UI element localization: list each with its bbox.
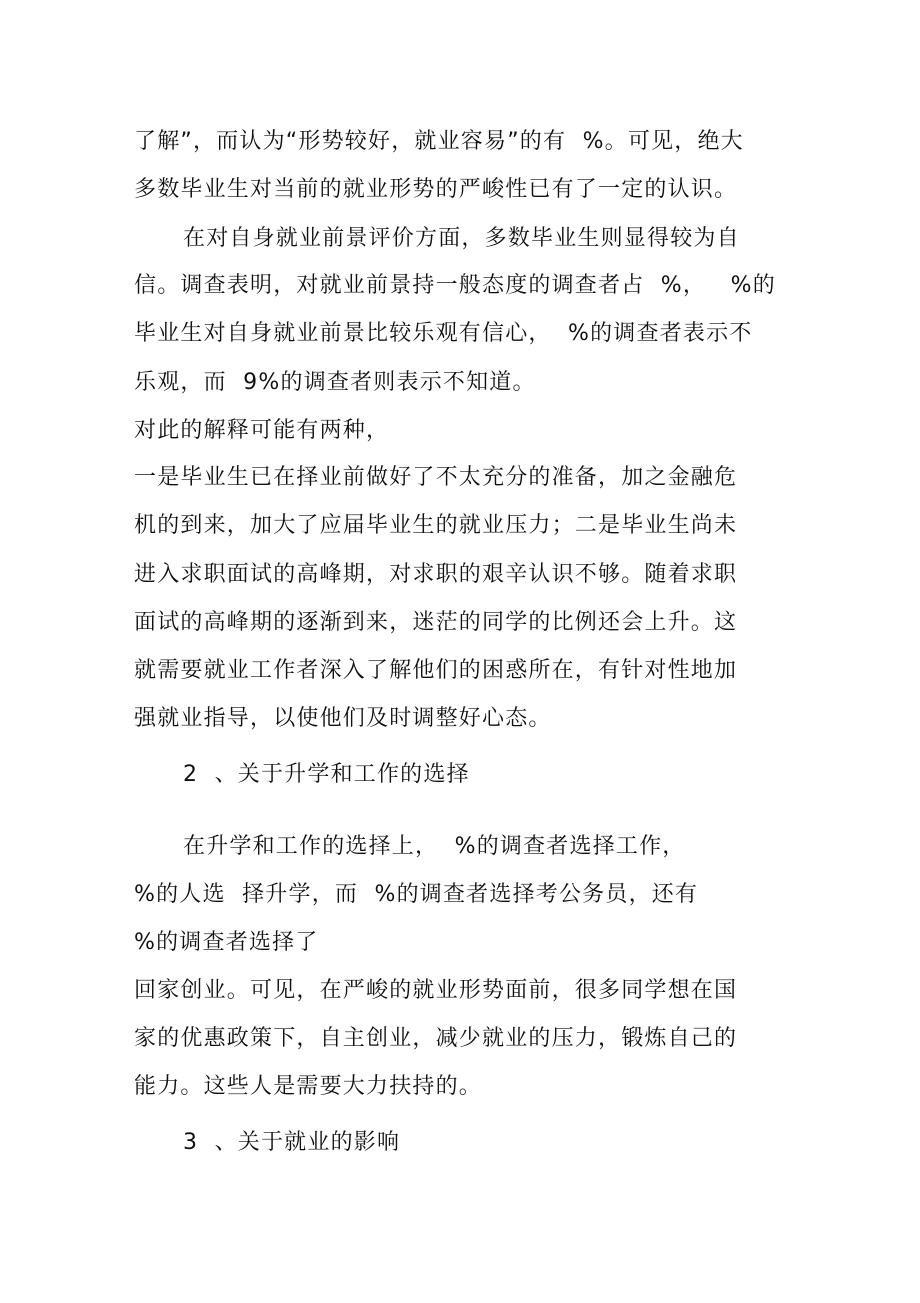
paragraph-first-line: 在对自身就业前景评价方面，多数毕业生则显得较为自	[183, 226, 740, 251]
paragraph-first-line: 在升学和工作的选择上， %的调查者选择工作，	[183, 834, 686, 859]
text-line: %的调查者选择了	[134, 930, 319, 955]
text-line: 一是毕业生已在择业前做好了不太充分的准备，加之金融危	[134, 465, 738, 490]
text-line: 毕业生对自身就业前景比较乐观有信心， %的调查者表示不	[134, 321, 753, 346]
text-line: 乐观，而 9%的调查者则表示不知道。	[134, 370, 536, 395]
text-line: 机的到来，加大了应届毕业生的就业压力；二是毕业生尚未	[134, 513, 738, 538]
section-heading: 2 、关于升学和工作的选择	[183, 762, 470, 787]
text-line: %的人选 择升学，而 %的调查者选择考公务员，还有	[134, 882, 699, 907]
text-line: 回家创业。可见，在严峻的就业形势面前，很多同学想在国	[134, 978, 738, 1003]
text-line: 面试的高峰期的逐渐到来，迷茫的同学的比例还会上升。这	[134, 610, 738, 635]
text-line: 多数毕业生对当前的就业形势的严峻性已有了一定的认识。	[134, 177, 738, 202]
text-line: 对此的解释可能有两种，	[134, 418, 390, 443]
text-line: 进入求职面试的高峰期，对求职的艰辛认识不够。随着求职	[134, 562, 738, 587]
text-line: 家的优惠政策下，自主创业，减少就业的压力，锻炼自己的	[134, 1026, 738, 1051]
text-line: 能力。这些人是需要大力扶持的。	[134, 1074, 483, 1099]
text-line: 信。调查表明，对就业前景持一般态度的调查者占 %， %的	[134, 273, 776, 298]
text-line: 就需要就业工作者深入了解他们的困惑所在，有针对性地加	[134, 658, 738, 683]
text-line: 了解”，而认为“形势较好，就业容易”的有 %。可见，绝大	[134, 129, 744, 154]
text-line: 强就业指导，以使他们及时调整好心态。	[134, 706, 552, 731]
section-heading: 3 、关于就业的影响	[183, 1130, 401, 1155]
